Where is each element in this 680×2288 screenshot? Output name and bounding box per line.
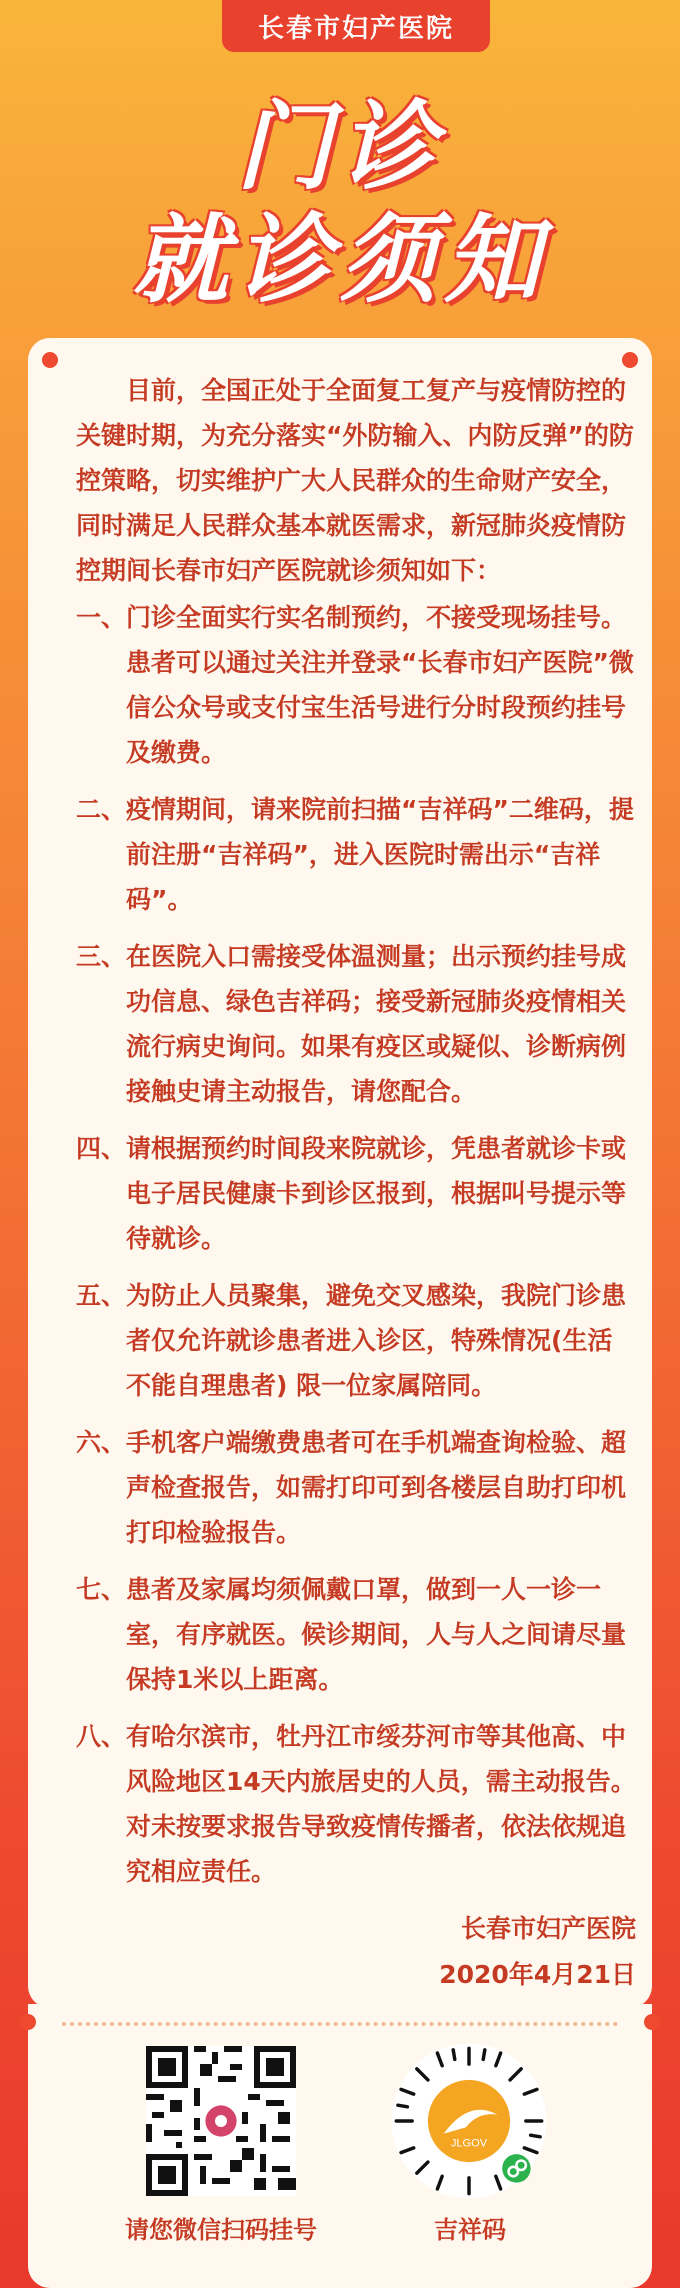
page-title-line2: 就诊须知 <box>132 204 548 316</box>
item-text: 疫情期间，请来院前扫描“吉祥码”二维码，提前注册“吉祥码”，进入医院时需出示“吉祥码”。 <box>126 795 634 914</box>
item-number: 一、 <box>76 603 127 632</box>
item-number: 八、 <box>76 1722 127 1751</box>
dotted-divider <box>62 2022 618 2026</box>
item-text: 有哈尔滨市，牡丹江市绥芬河市等其他高、中风险地区14天内旅居史的人员，需主动报告。对未按要求报告导致疫情传播者，依法依规追究相应责任。 <box>126 1722 636 1886</box>
list-item <box>76 1273 636 1408</box>
item-text: 请根据预约时间段来院就诊，凭患者就诊卡或电子居民健康卡到诊区报到，根据叫号提示等待就诊。 <box>126 1134 627 1253</box>
item-number: 四、 <box>76 1134 127 1163</box>
jixiang-qr-label: 吉祥码 <box>434 2216 506 2244</box>
list-item <box>76 934 636 1114</box>
wechat-qr-code-icon[interactable] <box>146 2046 296 2196</box>
hospital-name: 长春市妇产医院 <box>257 13 454 44</box>
hospital-header <box>222 0 490 52</box>
list-item <box>76 1714 636 1894</box>
list-item <box>76 1567 636 1702</box>
qr-section <box>28 2004 652 2288</box>
signature <box>76 1906 636 1998</box>
item-text: 门诊全面实行实名制预约，不接受现场挂号。患者可以通过关注并登录“长春市妇产医院”微信公众号或支付宝生活号进行分时段预约挂号及缴费。 <box>126 603 634 767</box>
item-number: 三、 <box>76 942 127 971</box>
item-text: 手机客户端缴费患者可在手机端查询检验、超声检查报告，如需打印可到各楼层自助打印机打印检验报告。 <box>126 1428 627 1547</box>
jixiang-logo-text: JLGOV <box>450 2137 488 2150</box>
corner-dot <box>622 352 638 368</box>
page-title-line1: 门诊 <box>236 91 444 203</box>
item-number: 六、 <box>76 1428 127 1457</box>
notice-content <box>76 368 636 1998</box>
item-number: 五、 <box>76 1281 127 1310</box>
item-text: 为防止人员聚集，避免交叉感染，我院门诊患者仅允许就诊患者进入诊区，特殊情况(生活不能自理患者) 限一位家属陪同。 <box>126 1281 627 1400</box>
intro-paragraph: 目前，全国正处于全面复工复产与疫情防控的关键时期，为充分落实“外防输入、内防反弹”的防控策略，切实维护广大人民群众的生命财产安全，同时满足人民群众基本就医需求，新冠肺炎疫情防控期间长春市妇产医院就诊须知如下： <box>76 376 634 585</box>
signature-org: 长春市妇产医院 <box>460 1914 636 1943</box>
item-number: 七、 <box>76 1575 127 1604</box>
notice-card <box>28 338 652 2008</box>
list-item <box>76 1420 636 1555</box>
corner-dot <box>20 2014 36 2030</box>
item-number: 二、 <box>76 795 127 824</box>
corner-dot <box>644 2014 660 2030</box>
item-text: 在医院入口需接受体温测量；出示预约挂号成功信息、绿色吉祥码；接受新冠肺炎疫情相关流行病史询问。如果有疫区或疑似、诊断病例接触史请主动报告，请您配合。 <box>126 942 627 1106</box>
corner-dot <box>42 352 58 368</box>
list-item <box>76 595 636 775</box>
item-text: 患者及家属均须佩戴口罩，做到一人一诊一室，有序就医。候诊期间，人与人之间请尽量保持1米以上距离。 <box>126 1575 627 1694</box>
list-item <box>76 787 636 922</box>
signature-date: 2020年4月21日 <box>439 1960 636 1989</box>
jixiang-code-icon[interactable] <box>390 2042 548 2200</box>
list-item <box>76 1126 636 1261</box>
wechat-qr-label: 请您微信扫码挂号 <box>125 2216 317 2244</box>
